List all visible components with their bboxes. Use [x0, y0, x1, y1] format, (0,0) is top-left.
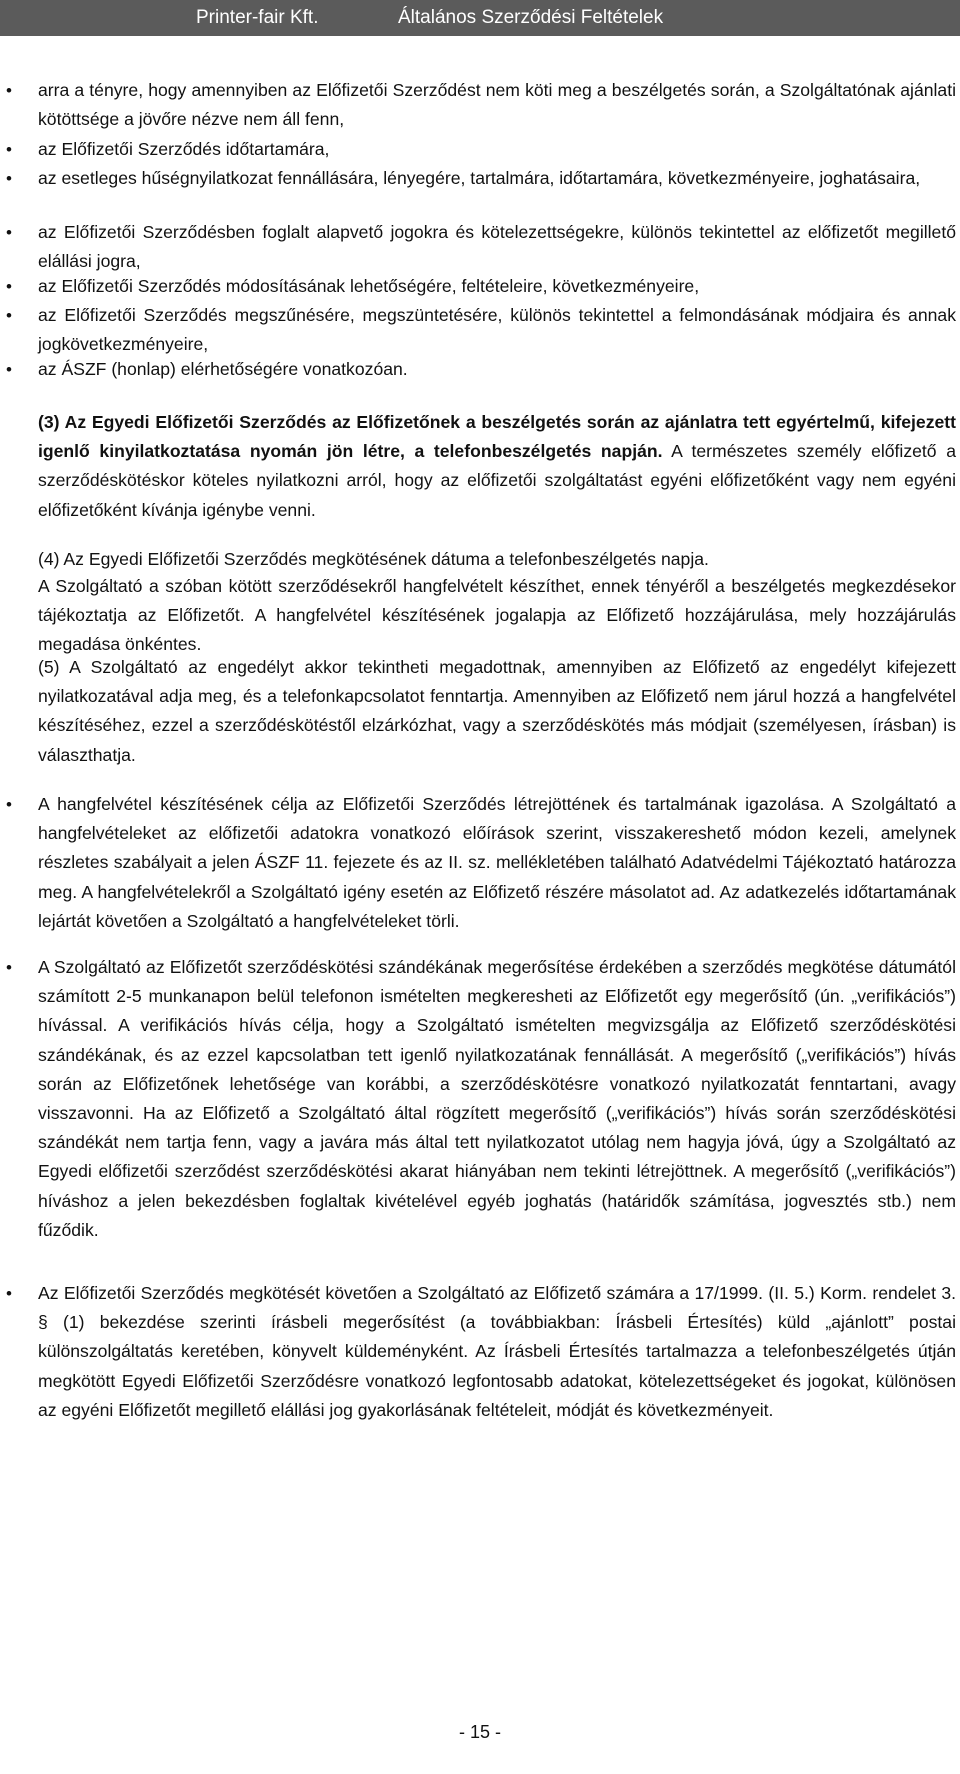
list-item — [6, 953, 956, 1245]
bullet-icon: • — [6, 958, 12, 977]
bullet-icon: • — [6, 277, 12, 296]
paragraph-3 — [38, 408, 956, 525]
list-item — [6, 272, 956, 301]
list-item — [6, 76, 956, 134]
paragraph-5: (5) A Szolgáltató az engedélyt akkor tekintheti megadottnak, amennyiben az Előfizető az engedélyt kifejezett nyilatkozatával adja meg, és a telefonkapcsolatot fenntartja. Amennyiben az Előfizető nem járul hozzá a hangfelvétel készítéséhez, ezzel a szerződéskötéstől elzárkózhat, vagy a szerződéskötés más módjait (személyesen, írásban) is választhatja. — [38, 657, 956, 765]
list-item — [6, 218, 956, 276]
list-item — [6, 1279, 956, 1425]
list-item-text: arra a tényre, hogy amennyiben az Előfizetői Szerződést nem köti meg a beszélgetés során, a Szolgáltatónak ajánlati kötöttsége a jövőre nézve nem áll fenn, — [38, 80, 956, 130]
bullet-icon: • — [6, 81, 12, 100]
list-item — [6, 301, 956, 359]
list-item — [6, 164, 956, 193]
list-item-text: A Szolgáltató az Előfizetőt szerződéskötési szándékának megerősítése érdekében a szerződés megkötése dátumától számított 2-5 munkanapon belül telefonon ismételten megkeresheti az Előfizetőt egy megerősítő (ún. „verifikációs”) hívással. A verifikációs hívás célja, hogy a Szolgáltató ismételten megvizsgálja az Előfizető szerződéskötési szándékának, és az ezzel kapcsolatban tett igenlő nyilatkozatának fennállását. A megerősítő („verifikációs”) hívás során az Előfizetőnek lehetősége van korábbi, a szerződéskötésre vonatkozó nyilatkozatát fenntartani, avagy visszavonni. Ha az Előfizető a Szolgáltató által rögzített megerősítő („verifikációs”) hívás során szerződéskötési szándékát nem tartja fenn, vagy a javára más által tett nyilatkozatot utólag nem hagyja jóvá, úgy a Szolgáltató az Egyedi előfizetői szerződést szerződéskötési akarat hiányában nem tekinti létrejöttnek. A megerősítő („verifikációs”) híváshoz a jelen bekezdésben foglaltak kivételével egyéb joghatás (határidők számítása, jogvesztés stb.) nem fűződik. — [38, 957, 956, 1240]
list-item — [6, 355, 956, 384]
bullet-icon: • — [6, 223, 12, 242]
list-item-text: az Előfizetői Szerződés időtartamára, — [38, 139, 330, 159]
bullet-icon: • — [6, 1284, 12, 1303]
bullet-icon: • — [6, 169, 12, 188]
page-number: - 15 - — [458, 1722, 501, 1742]
bullet-icon: • — [6, 140, 12, 159]
list-item — [6, 135, 956, 164]
bullet-icon: • — [6, 795, 12, 814]
list-item — [6, 790, 956, 936]
list-item-text: az ÁSZF (honlap) elérhetőségére vonatkozóan. — [38, 359, 408, 379]
bullet-icon: • — [6, 360, 12, 379]
list-item-text: Az Előfizetői Szerződés megkötését követően a Szolgáltató az Előfizető számára a 17/1999. (II. 5.) Korm. rendelet 3. § (1) bekezdése szerinti írásbeli megerősítést (a továbbiakban: Írásbeli Értesítés) küld „ajánlott” postai különszolgáltatás keretében, könyvelt küldeményként. Az Írásbeli Értesítés tartalmazza a telefonbeszélgetés útján megkötött Egyedi Előfizetői Szerződésre vonatkozó legfontosabb adatokat, kötelezettségeket és jogokat, különösen az egyéni Előfizetőt megillető elállási jog gyakorlásának feltételeit, módját és következményeit. — [38, 1283, 956, 1420]
paragraph-4: (4) Az Egyedi Előfizetői Szerződés megkötésének dátuma a telefonbeszélgetés napja. — [38, 549, 709, 569]
page-header — [0, 0, 960, 36]
company-name: Printer-fair Kft. — [196, 7, 319, 28]
paragraph-3-text: A természetes személy előfizető a szerződéskötéskor köteles nyilatkozni arról, hogy az előfizetői szolgáltatást egyéni előfizetőként vagy nem egyéni előfizetőként kívánja igénybe venni. — [38, 441, 956, 520]
paragraph-3-bold: (3) Az Egyedi Előfizetői Szerződés az Előfizetőnek a beszélgetés során az ajánlatra tett egyértelmű, kifejezett igenlő kinyilatkoztatása nyomán jön létre, a telefonbeszélgetés napján. — [38, 412, 956, 462]
bullet-icon: • — [6, 306, 12, 325]
list-item-text: az Előfizetői Szerződésben foglalt alapvető jogokra és kötelezettségekre, különös tekintettel az előfizetőt megillető elállási jogra, — [38, 222, 956, 272]
list-item-text: az esetleges hűségnyilatkozat fennállására, lényegére, tartalmára, időtartamára, következményeire, joghatásaira, — [38, 168, 921, 188]
paragraph-4-recording: A Szolgáltató a szóban kötött szerződésekről hangfelvételt készíthet, ennek tényéről a beszélgetés megkezdésekor tájékoztatja az Előfizetőt. A hangfelvétel készítésének jogalapja az Előfizető hozzájárulása, mely hozzájárulás megadása önkéntes. — [38, 576, 956, 655]
list-item-text: A hangfelvétel készítésének célja az Előfizetői Szerződés létrejöttének és tartalmának igazolása. A Szolgáltató a hangfelvételeket az előfizetői adatokra vonatkozó előírások szerint, visszakereshető módon kezeli, amelynek részletes szabályait a jelen ÁSZF 11. fejezete és az II. sz. mellékletében található Adatvédelmi Tájékoztató határozza meg. A hangfelvételekről a Szolgáltató igény esetén az Előfizető részére másolatot ad. Az adatkezelés időtartamának lejártát követően a Szolgáltató a hangfelvételeket törli. — [38, 794, 956, 931]
document-title: Általános Szerződési Feltételek — [398, 7, 664, 28]
list-item-text: az Előfizetői Szerződés módosításának lehetőségére, feltételeire, következményeire, — [38, 276, 700, 296]
list-item-text: az Előfizetői Szerződés megszűnésére, megszüntetésére, különös tekintettel a felmondásának módjaira és annak jogkövetkezményeire, — [38, 305, 956, 355]
